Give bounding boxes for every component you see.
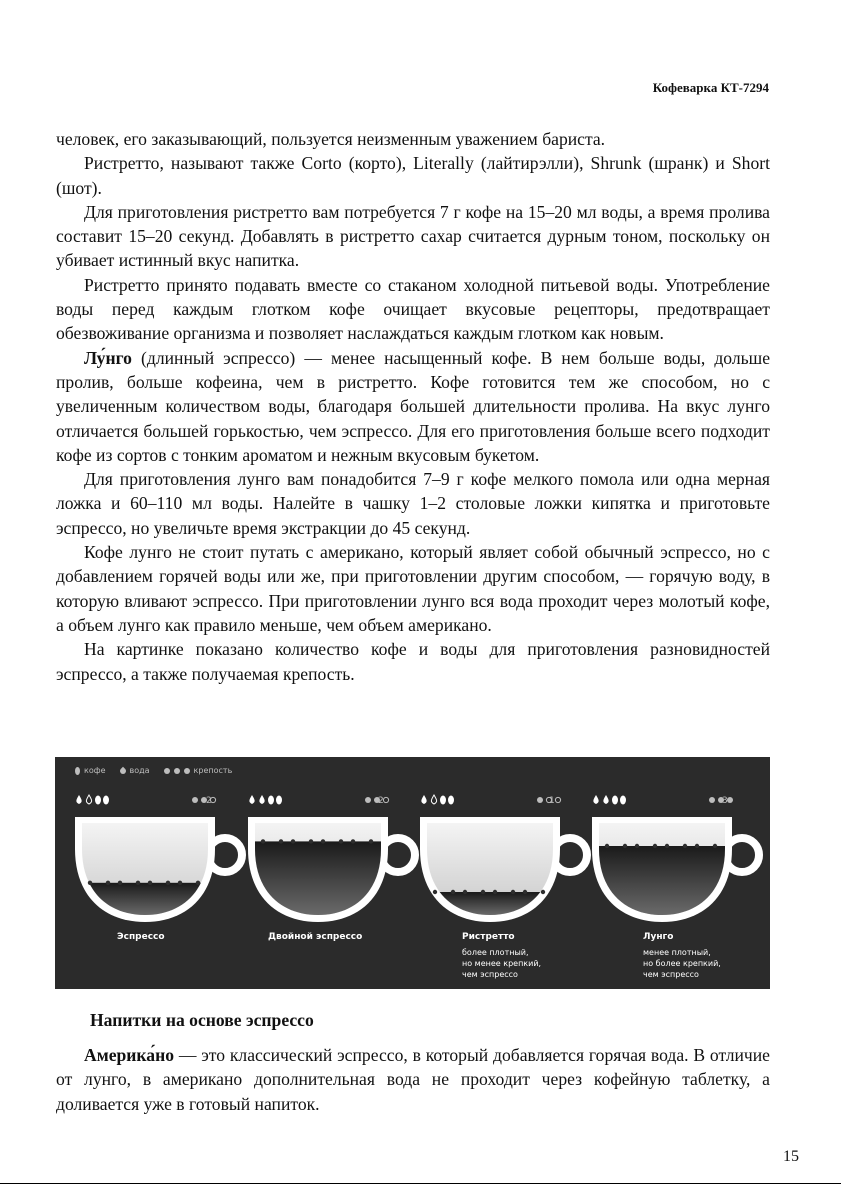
crema-bubble bbox=[351, 839, 355, 843]
crema-bubble bbox=[106, 881, 110, 885]
espresso-comparison-figure bbox=[55, 757, 770, 989]
crema-bubble bbox=[88, 881, 92, 885]
strength-label: 3 bbox=[722, 796, 728, 806]
crema-bubble bbox=[118, 881, 122, 885]
crema-bubble bbox=[136, 881, 140, 885]
cup-description-ristretto: более плотный, но менее крепкий, чем эспрессо bbox=[462, 948, 542, 979]
water-drop-icon bbox=[431, 795, 436, 804]
paragraph: Для приготовления ристретто вам потребуется 7 г кофе на 15–20 мл воды, а время пролива составит 15–20 секунд. Добавлять в ристретто сахар считается дурным тоном, поскольку он убивает истинный вкус напитка. bbox=[56, 201, 770, 271]
crema-bubble bbox=[451, 890, 455, 894]
page-number: 15 bbox=[783, 1148, 799, 1165]
strength-dot bbox=[727, 797, 733, 803]
paragraph-americano bbox=[56, 1043, 770, 1116]
crema-bubble bbox=[196, 881, 200, 885]
strength-dot bbox=[365, 797, 371, 803]
strength-dot bbox=[383, 797, 388, 802]
coffee-bean-icon bbox=[268, 796, 274, 805]
paragraph: Для приготовления лунго вам понадобится 7–9 г кофе мелкого помола или одна мерная ложка и 60–110 мл воды. Налейте в чашку 1–2 столовые ложки кипятка и приготовьте эспрессо, но увеличьте время экстракции до 45 секунд. bbox=[56, 469, 770, 538]
crema-bubble bbox=[481, 890, 485, 894]
crema-bubble bbox=[261, 839, 265, 843]
crema-bubble bbox=[178, 881, 182, 885]
crema-bubble bbox=[511, 890, 515, 894]
crema-bubble bbox=[523, 890, 527, 894]
crema-bubble bbox=[166, 881, 170, 885]
paragraph: Кофе лунго не стоит путать с американо, который являет собой обычный эспрессо, но с добавлением горячей воды или же, при приготовлении другим способом, — горячую воду, в которую вливают эспрессо. При приготовлении лунго вся вода проходит через молотый кофе, а объем лунго как правило меньше, чем объем американо. bbox=[56, 542, 770, 635]
crema-bubble bbox=[713, 844, 717, 848]
strength-dot bbox=[555, 797, 560, 802]
water-drop-icon bbox=[259, 795, 264, 804]
crema-bubble bbox=[279, 839, 283, 843]
coffee-bean-icon bbox=[448, 796, 454, 805]
strength-dot bbox=[537, 797, 543, 803]
strength-dot bbox=[192, 797, 198, 803]
crema-bubble bbox=[148, 881, 152, 885]
paragraph-lungo bbox=[56, 346, 770, 467]
water-drop-icon bbox=[421, 795, 426, 804]
strength-dot bbox=[709, 797, 715, 803]
coffee-bean-icon bbox=[276, 796, 282, 805]
crema-bubble bbox=[369, 839, 373, 843]
body-text bbox=[56, 127, 770, 686]
paragraph-text: (длинный эспрессо) — менее насыщенный кофе. В нем больше воды, дольше пролив, больше кофеина, чем в ристретто. Кофе готовится тем же способом, но с увеличенным количеством воды, благодаря большей длительности пролива. На вкус лунго отличается большей горькостью, чем эспрессо. Для его приготовления больше всего подходит кофе из сортов с тонким ароматом и нежным вкусовым букетом. bbox=[56, 347, 770, 465]
paragraph: На картинке показано количество кофе и воды для приготовления разновидностей эспрессо, а также получаемая крепость. bbox=[56, 639, 770, 684]
crema-bubble bbox=[683, 844, 687, 848]
term-americano: Америка́но bbox=[84, 1045, 175, 1065]
paragraph-text: — это классический эспрессо, в который добавляется горячая вода. В отличие от лунго, в американо дополнительная вода не проходит через кофейную таблетку, а доливается уже в готовый напиток. bbox=[56, 1045, 770, 1114]
water-drop-icon bbox=[76, 795, 81, 804]
water-drop-icon bbox=[603, 795, 608, 804]
crema-bubble bbox=[321, 839, 325, 843]
crema-bubble bbox=[463, 890, 467, 894]
crema-bubble bbox=[623, 844, 627, 848]
crema-bubble bbox=[339, 839, 343, 843]
strength-label: 1 bbox=[549, 796, 555, 806]
crema-bubble bbox=[695, 844, 699, 848]
crema-bubble bbox=[541, 890, 545, 894]
crema-bubble bbox=[291, 839, 295, 843]
paragraph: Ристретто, называют также Corto (корто), Literally (лайтирэлли), Shrunk (шранк) и Short (шот). bbox=[56, 153, 770, 198]
running-header: Кофеварка КТ-7294 bbox=[652, 80, 769, 95]
coffee-bean-icon bbox=[440, 796, 446, 805]
crema-bubble bbox=[433, 890, 437, 894]
paragraph: Ристретто принято подавать вместе со стаканом холодной питьевой воды. Употребление воды перед каждым глотком кофе очищает вкусовые рецепторы, предотвращает обезвоживание организма и позволяет наслаждаться каждым глотком как новым. bbox=[56, 274, 770, 344]
cup-description-lungo: менее плотный, но более крепкий, чем эспрессо bbox=[643, 948, 721, 979]
cup-name-ristretto: Ристретто bbox=[462, 932, 515, 942]
legend-strength: крепость bbox=[193, 766, 233, 775]
water-drop-icon bbox=[86, 795, 91, 804]
americano-paragraph bbox=[56, 1043, 770, 1116]
crema-bubble bbox=[653, 844, 657, 848]
coffee-bean-icon bbox=[103, 796, 109, 805]
section-title: Напитки на основе эспрессо bbox=[90, 1010, 314, 1030]
crema-bubble bbox=[493, 890, 497, 894]
coffee-bean-icon bbox=[620, 796, 626, 805]
cup-name-double-espresso: Двойной эспрессо bbox=[268, 932, 363, 942]
legend-water: вода bbox=[129, 766, 150, 775]
water-drop-icon bbox=[249, 795, 254, 804]
term-lungo: Лу́нго bbox=[84, 347, 132, 368]
cup-name-lungo: Лунго bbox=[643, 932, 674, 942]
strength-label: 2 bbox=[206, 796, 212, 806]
bottom-rule bbox=[0, 1183, 841, 1184]
crema-bubble bbox=[605, 844, 609, 848]
crema-bubble bbox=[309, 839, 313, 843]
water-drop-icon bbox=[593, 795, 598, 804]
coffee-bean-icon bbox=[612, 796, 618, 805]
cup-name-espresso: Эспрессо bbox=[117, 932, 165, 942]
crema-bubble bbox=[635, 844, 639, 848]
paragraph: человек, его заказывающий, пользуется неизменным уважением бариста. bbox=[56, 129, 606, 149]
strength-label: 2 bbox=[378, 796, 384, 806]
legend-coffee: кофе bbox=[84, 766, 106, 775]
coffee-fill bbox=[82, 883, 208, 915]
crema-bubble bbox=[665, 844, 669, 848]
coffee-bean-icon bbox=[95, 796, 101, 805]
